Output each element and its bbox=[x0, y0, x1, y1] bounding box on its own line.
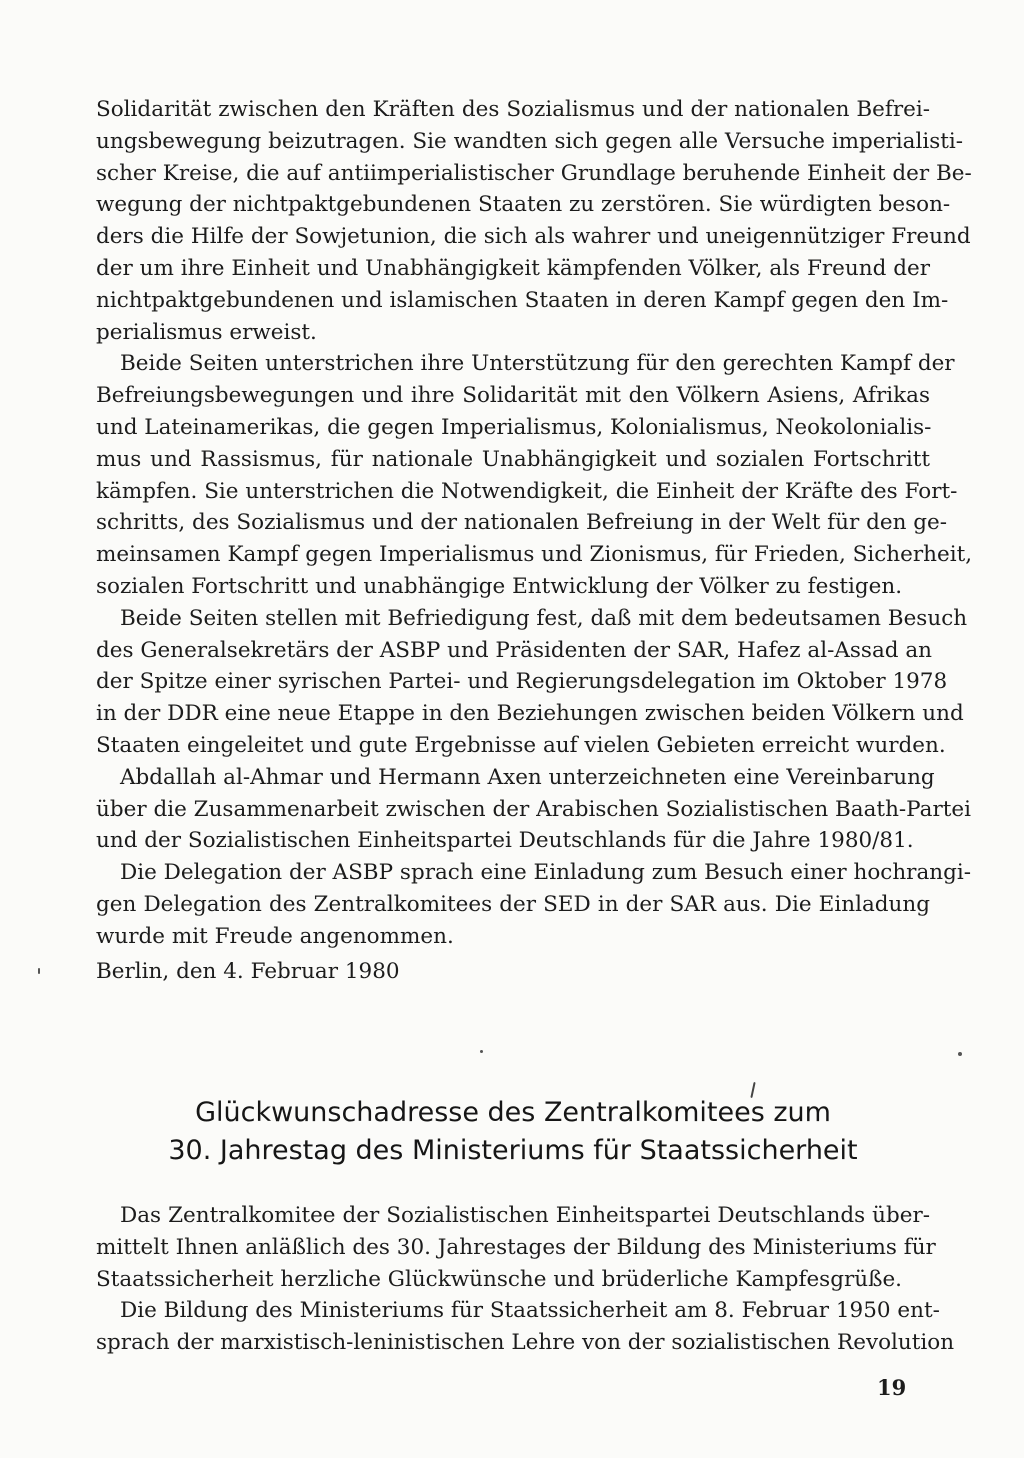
text-line: über die Zusammenarbeit zwischen der Arabischen Sozialistischen Baath-Partei bbox=[96, 796, 972, 822]
text-line: Abdallah al-Ahmar und Hermann Axen unterzeichneten eine Vereinbarung bbox=[120, 764, 935, 790]
text-line: Beide Seiten unterstrichen ihre Unterstützung für den gerechten Kampf der bbox=[120, 351, 955, 377]
text-line: mus und Rassismus, für nationale Unabhängigkeit und sozialen Fortschritt bbox=[96, 446, 930, 472]
text-line: Staatssicherheit herzliche Glückwünsche und brüderliche Kampfesgrüße. bbox=[96, 1266, 903, 1292]
text-line: nichtpaktgebundenen und islamischen Staaten in deren Kampf gegen den Im- bbox=[96, 287, 949, 313]
date-line: Berlin, den 4. Februar 1980 bbox=[96, 959, 400, 984]
scan-speck bbox=[38, 968, 40, 974]
text-line: meinsamen Kampf gegen Imperialismus und Zionismus, für Frieden, Sicherheit, bbox=[96, 542, 973, 568]
section-heading bbox=[96, 1094, 930, 1170]
text-line: ders die Hilfe der Sowjetunion, die sich als wahrer und uneigennütziger Freund bbox=[96, 224, 971, 250]
text-line: der um ihre Einheit und Unabhängigkeit kämpfenden Völker, als Freund der bbox=[96, 255, 930, 281]
text-line: Solidarität zwischen den Kräften des Sozialismus und der nationalen Befrei- bbox=[96, 97, 930, 122]
text-line: in der DDR eine neue Etappe in den Beziehungen zwischen beiden Völkern und bbox=[96, 701, 964, 727]
text-line: Staaten eingeleitet und gute Ergebnisse auf vielen Gebieten erreicht wurden. bbox=[96, 732, 946, 758]
scan-speck bbox=[958, 1052, 962, 1056]
text-line: ungsbewegung beizutragen. Sie wandten sich gegen alle Versuche imperialisti- bbox=[96, 128, 964, 154]
text-line: wurde mit Freude angenommen. bbox=[96, 923, 454, 949]
text-line: des Generalsekretärs der ASBP und Präsidenten der SAR, Hafez al-Assad an bbox=[96, 637, 933, 663]
text-line: gen Delegation des Zentralkomitees der SED in der SAR aus. Die Einladung bbox=[96, 891, 930, 917]
text-line: perialismus erweist. bbox=[96, 319, 317, 345]
text-line: Die Delegation der ASBP sprach eine Einladung zum Besuch einer hochrangi- bbox=[120, 860, 972, 886]
text-line: sozialen Fortschritt und unabhängige Entwicklung der Völker zu festigen. bbox=[96, 573, 903, 599]
heading-line: Glückwunschadresse des Zentralkomitees zum bbox=[195, 1097, 831, 1128]
text-line: wegung der nichtpaktgebundenen Staaten zu zerstören. Sie würdigten beson- bbox=[96, 192, 951, 218]
body-text-section-2 bbox=[96, 1200, 955, 1359]
text-line: Befreiungsbewegungen und ihre Solidarität mit den Völkern Asiens, Afrikas bbox=[96, 383, 930, 409]
text-line: der Spitze einer syrischen Partei- und Regierungsdelegation im Oktober 1978 bbox=[96, 669, 948, 695]
heading-line: 30. Jahrestag des Ministeriums für Staatssicherheit bbox=[168, 1135, 858, 1166]
text-line: und der Sozialistischen Einheitspartei Deutschlands für die Jahre 1980/81. bbox=[96, 828, 914, 854]
text-line: und Lateinamerikas, die gegen Imperialismus, Kolonialismus, Neokolonialis- bbox=[96, 414, 932, 440]
text-line: Das Zentralkomitee der Sozialistischen Einheitspartei Deutschlands über- bbox=[120, 1203, 930, 1228]
body-text-section-1 bbox=[96, 94, 973, 953]
text-line: kämpfen. Sie unterstrichen die Notwendigkeit, die Einheit der Kräfte des Fort- bbox=[96, 478, 958, 504]
scan-speck bbox=[480, 1050, 483, 1053]
text-line: sprach der marxistisch-leninistischen Lehre von der sozialistischen Revolution bbox=[96, 1330, 955, 1356]
text-line: schritts, des Sozialismus und der nationalen Befreiung in der Welt für den ge- bbox=[96, 510, 948, 536]
text-line: Beide Seiten stellen mit Befriedigung fest, daß mit dem bedeutsamen Besuch bbox=[120, 605, 968, 631]
page-number: 19 bbox=[877, 1375, 907, 1400]
text-line: Die Bildung des Ministeriums für Staatssicherheit am 8. Februar 1950 ent- bbox=[120, 1298, 940, 1324]
text-line: mittelt Ihnen anläßlich des 30. Jahrestages der Bildung des Ministeriums für bbox=[96, 1234, 936, 1260]
text-line: scher Kreise, die auf antiimperialistischer Grundlage beruhende Einheit der Be- bbox=[96, 160, 972, 186]
